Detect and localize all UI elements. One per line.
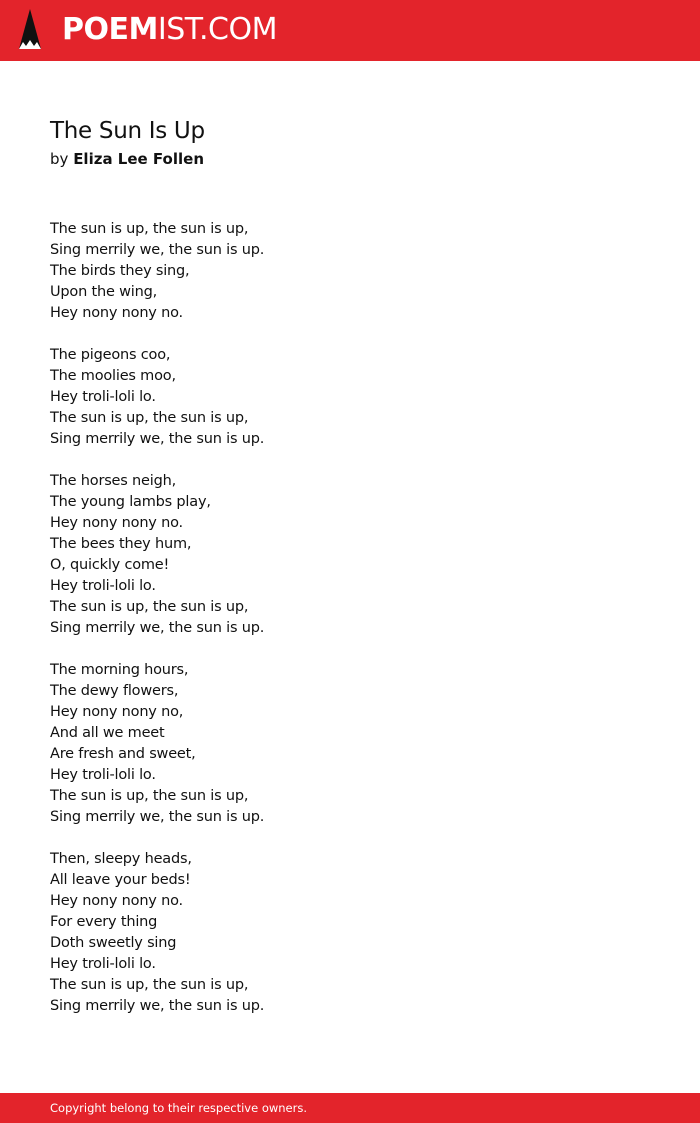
poem-line: Hey nony nony no. [50,305,183,321]
poem-line: Sing merrily we, the sun is up. [50,431,265,447]
site-logo[interactable] [62,12,277,48]
poem-line: Hey nony nony no, [50,704,184,720]
poem-stanza [50,660,650,828]
poem-line: Hey troli-loli lo. [50,389,156,405]
poem-line: Sing merrily we, the sun is up. [50,998,265,1014]
by-label: by [50,150,69,168]
poem-line: The sun is up, the sun is up, [50,410,249,426]
poem-line: Then, sleepy heads, [50,851,192,867]
poem-line: The pigeons coo, [50,347,171,363]
poem-line: All leave your beds! [50,872,191,888]
poem-line: The sun is up, the sun is up, [50,599,249,615]
poem-line: Are fresh and sweet, [50,746,196,762]
stanza-gap [50,639,650,660]
poem-line: And all we meet [50,725,165,741]
poem-stanza [50,219,650,324]
poem-line: The young lambs play, [50,494,211,510]
stanza-gap [50,828,650,849]
poem-line: The moolies moo, [50,368,176,384]
stanza-gap [50,324,650,345]
poem-line: The sun is up, the sun is up, [50,788,249,804]
poem-line: Doth sweetly sing [50,935,177,951]
poem-stanza [50,345,650,450]
poem-line: Sing merrily we, the sun is up. [50,809,265,825]
poem-line: O, quickly come! [50,557,170,573]
poem-line: Sing merrily we, the sun is up. [50,620,265,636]
poem-line: For every thing [50,914,158,930]
stanza-gap [50,450,650,471]
copyright-text: Copyright belong to their respective owners. [50,1101,308,1115]
pencil-logo-icon[interactable] [17,9,43,51]
site-footer [0,1093,700,1123]
poem-line: Upon the wing, [50,284,157,300]
poem-line: The sun is up, the sun is up, [50,977,249,993]
poem-author: Eliza Lee Follen [73,150,204,168]
poem-line: The bees they hum, [50,536,192,552]
site-header [0,0,700,61]
poem-line: Hey troli-loli lo. [50,578,156,594]
poem-stanza [50,471,650,639]
poem-line: Hey nony nony no. [50,893,183,909]
poem-line: Sing merrily we, the sun is up. [50,242,265,258]
poem-line: Hey troli-loli lo. [50,767,156,783]
logo-text-bold: POEM [62,12,158,47]
poem-line: The dewy flowers, [50,683,179,699]
poem-line: The birds they sing, [50,263,190,279]
poem-line: The sun is up, the sun is up, [50,221,249,237]
poem-line: The horses neigh, [50,473,176,489]
poem-body [50,219,650,1017]
poem-stanza [50,849,650,1017]
poem-line: The morning hours, [50,662,189,678]
logo-text-light: IST.COM [157,12,277,47]
poem-byline [50,149,204,169]
poem-title: The Sun Is Up [50,118,205,144]
poem-line: Hey nony nony no. [50,515,183,531]
poem-line: Hey troli-loli lo. [50,956,156,972]
